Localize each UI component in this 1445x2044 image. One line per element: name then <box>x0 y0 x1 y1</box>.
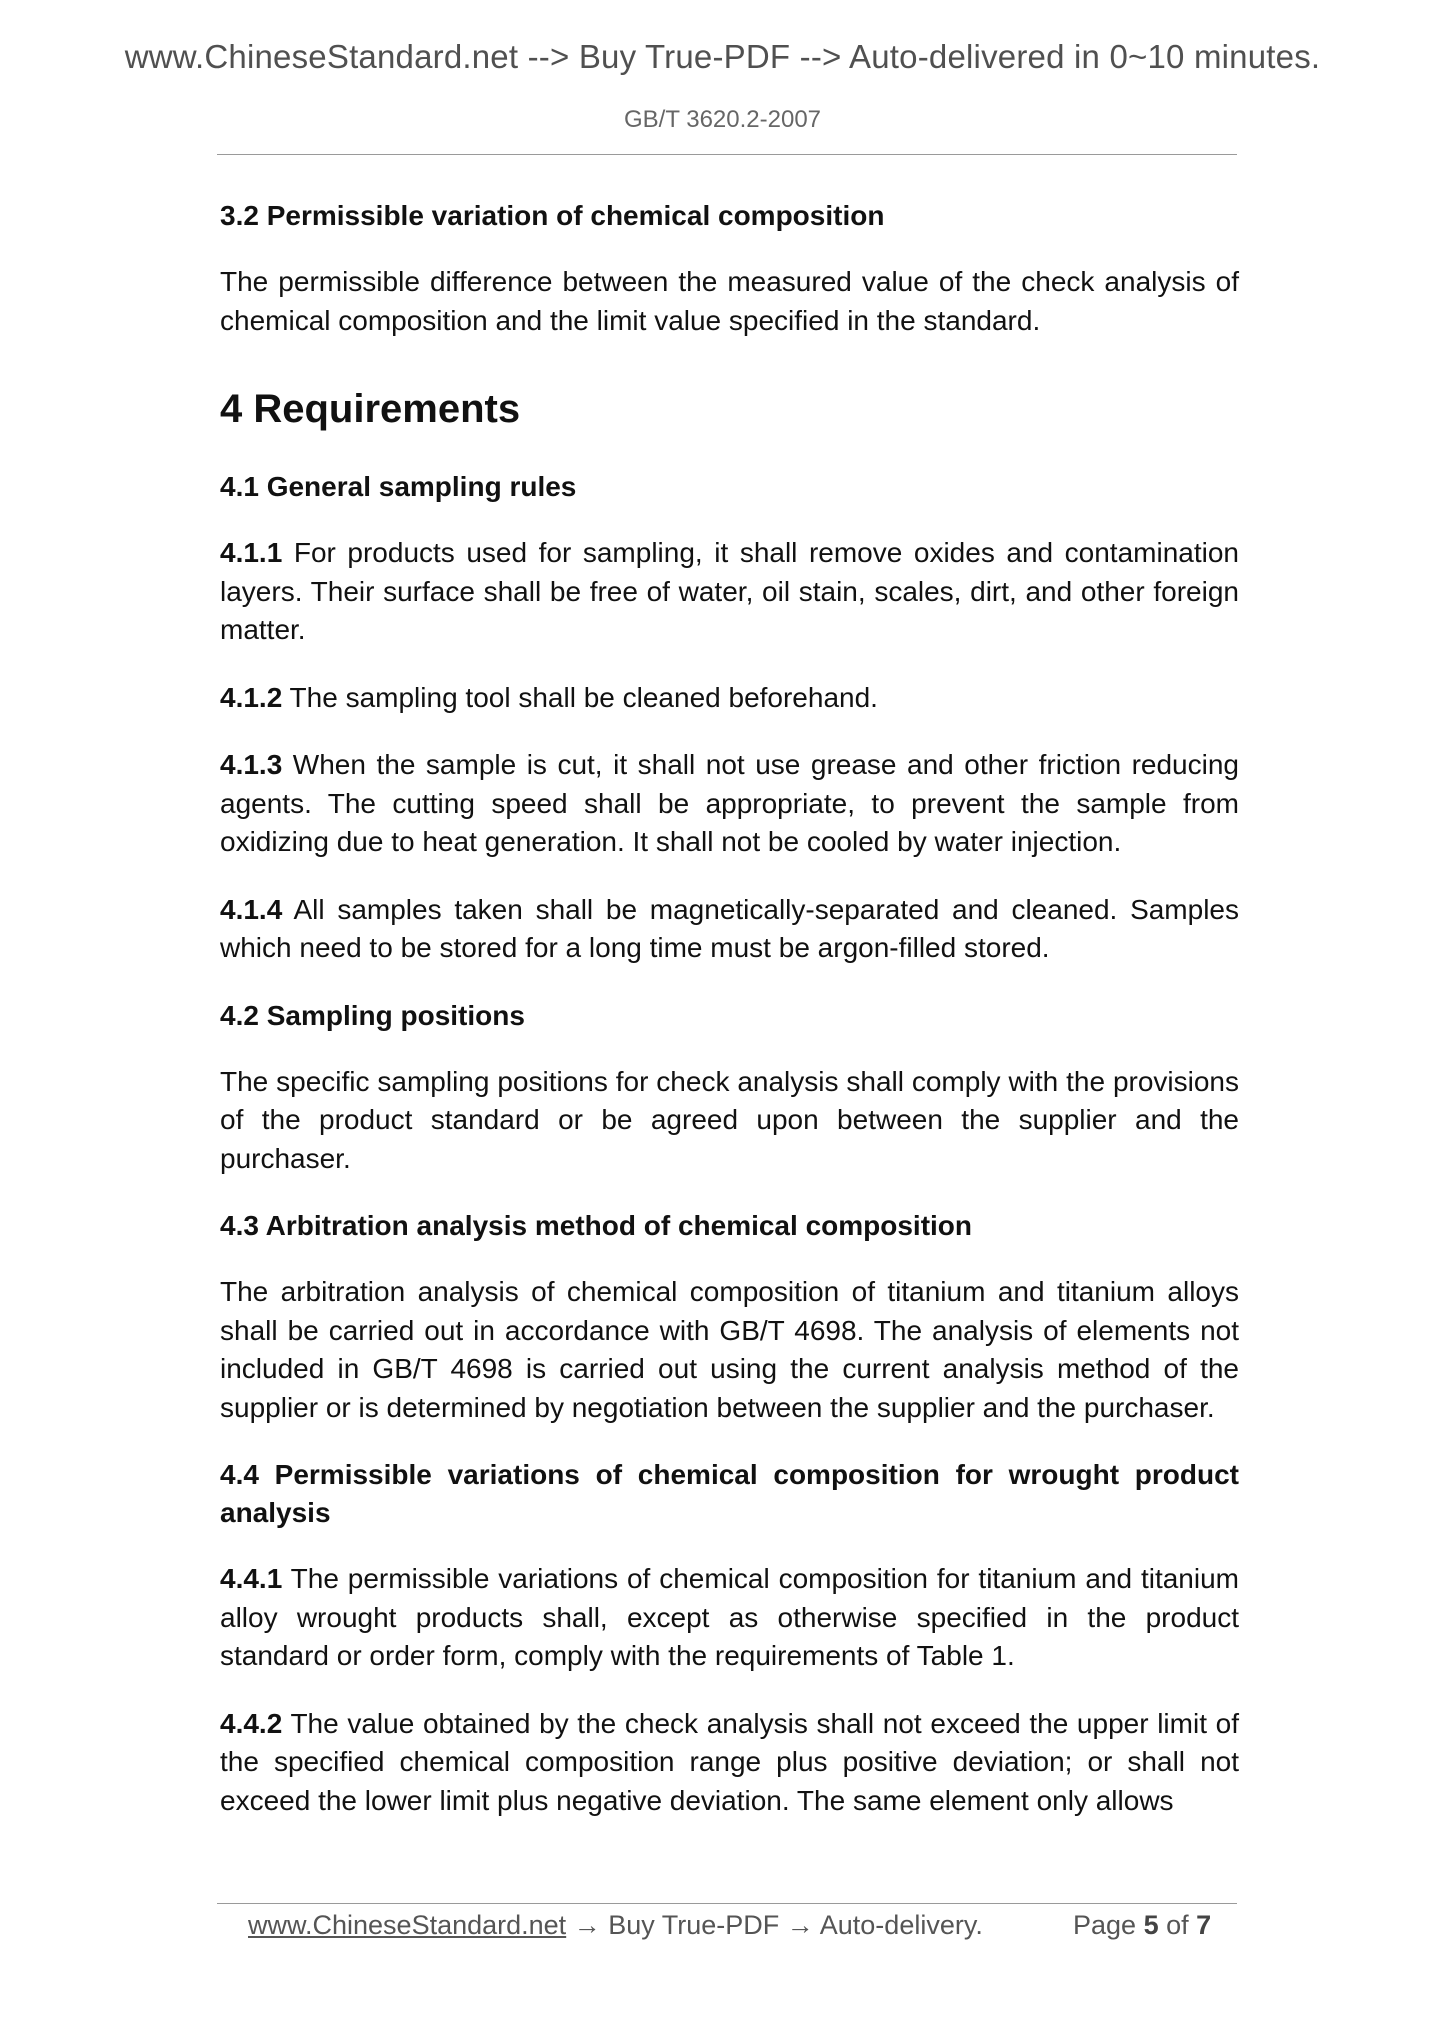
page-indicator <box>1073 1910 1211 1941</box>
clause-4-4-1 <box>220 1560 1239 1676</box>
footer-buy-text: Buy True-PDF <box>608 1910 780 1940</box>
page-of-label: of <box>1166 1910 1189 1940</box>
section-4-3-paragraph: The arbitration analysis of chemical composition of titanium and titanium alloys shall be carried out in accordance with GB/T 4698. The analysis of elements not included in GB/T 4698 is carried out using the current analysis method of the supplier or is determined by negotiation between the supplier and the purchaser. <box>220 1276 1239 1423</box>
section-4-heading: 4 Requirements <box>220 387 521 431</box>
clause-number: 4.1.1 <box>220 537 283 568</box>
clause-text: For products used for sampling, it shall remove oxides and contamination layers. Their surface shall be free of water, oil stain, scales, dirt, and other foreign matter. <box>220 537 1239 645</box>
clause-text: When the sample is cut, it shall not use grease and other friction reducing agents. The cutting speed shall be appropriate, to prevent the sample from oxidizing due to heat generation. It shall not be cooled by water injection. <box>220 749 1239 857</box>
clause-number: 4.1.4 <box>220 893 283 925</box>
section-4-4-heading: 4.4 Permissible variations of chemical composition for wrought product analysis <box>220 1459 1239 1528</box>
section-3-2-paragraph: The permissible difference between the measured value of the check analysis of chemical composition and the limit value specified in the standard. <box>220 266 1239 336</box>
section-4-2-paragraph: The specific sampling positions for check analysis shall comply with the provisions of the product standard or be agreed upon between the supplier and the purchaser. <box>220 1065 1239 1174</box>
footer-divider <box>217 1903 1237 1904</box>
page-total: 7 <box>1196 1910 1212 1940</box>
clause-number: 4.4.1 <box>220 1563 283 1594</box>
footer-promo <box>248 1910 983 1941</box>
section-4-2-heading: 4.2 Sampling positions <box>220 999 525 1031</box>
clause-text: All samples taken shall be magnetically-separated and cleaned. Samples which need to be stored for a long time must be argon-filled stored. <box>220 893 1239 963</box>
page-current: 5 <box>1143 1910 1159 1940</box>
clause-4-1-2 <box>220 679 1239 718</box>
page-label: Page <box>1073 1910 1137 1940</box>
footer-site-link[interactable]: www.ChineseStandard.net <box>248 1910 567 1940</box>
document-body <box>220 197 1239 1849</box>
clause-number: 4.1.2 <box>220 681 283 713</box>
standard-code: GB/T 3620.2-2007 <box>623 106 822 133</box>
clause-number: 4.1.3 <box>220 749 283 780</box>
section-4-1-heading: 4.1 General sampling rules <box>220 471 577 502</box>
clause-number: 4.4.2 <box>220 1707 283 1739</box>
clause-4-1-1 <box>220 534 1239 650</box>
header-divider <box>217 154 1237 155</box>
footer-delivery-text: Auto-delivery. <box>819 1910 983 1940</box>
clause-text: The permissible variations of chemical composition for titanium and titanium alloy wrought products shall, except as otherwise specified in the product standard or order form, comply with the requirements of Table 1. <box>220 1563 1239 1671</box>
clause-text: The sampling tool shall be cleaned beforehand. <box>282 681 878 713</box>
clause-4-4-2 <box>220 1705 1239 1821</box>
clause-4-1-4 <box>220 891 1239 968</box>
arrow-icon: → <box>566 1910 609 1940</box>
section-3-2-heading: 3.2 Permissible variation of chemical composition <box>220 200 885 231</box>
arrow-icon: → <box>779 1910 820 1940</box>
clause-4-1-3 <box>220 746 1239 862</box>
section-4-3-heading: 4.3 Arbitration analysis method of chemical composition <box>220 1210 973 1241</box>
clause-text: The value obtained by the check analysis shall not exceed the upper limit of the specified chemical composition range plus positive deviation; or shall not exceed the lower limit plus negative deviation. The same element only allows <box>220 1707 1239 1816</box>
site-banner: www.ChineseStandard.net --> Buy True-PDF --> Auto-delivered in 0~10 minutes. <box>124 38 1321 75</box>
